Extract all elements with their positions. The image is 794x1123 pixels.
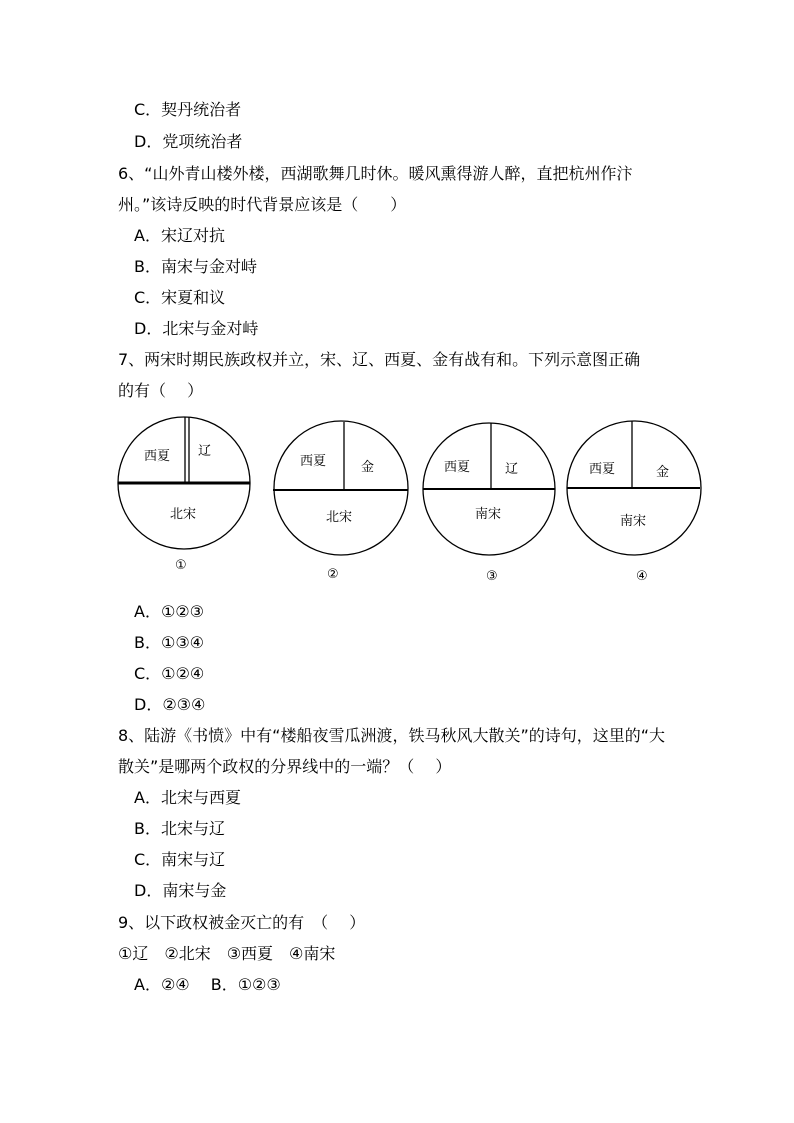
q6-stem-line2: 州。”该诗反映的时代背景应该是（ ） xyxy=(118,195,407,214)
q5-option-d: D．党项统治者 xyxy=(134,132,243,151)
q8-stem-line1: 8、陆游《书愤》中有“楼船夜雪瓜洲渡，铁马秋风大散关”的诗句，这里的“大 xyxy=(118,726,666,745)
diagram-1-top-right: 辽 xyxy=(198,444,212,459)
diagram-2-top-right: 金 xyxy=(361,460,375,475)
diagram-1-bottom: 北宋 xyxy=(170,507,197,522)
diagram-2-bottom: 北宋 xyxy=(326,510,353,525)
diagram-4-top-right: 金 xyxy=(656,465,670,480)
diagram-2-label: ② xyxy=(327,567,339,582)
q7-stem-line2: 的有（ ） xyxy=(118,381,204,400)
q5-option-c: C．契丹统治者 xyxy=(134,100,242,119)
q6-option-b: B．南宋与金对峙 xyxy=(134,257,257,276)
diagram-4-label: ④ xyxy=(636,569,648,584)
diagram-1 xyxy=(118,417,250,549)
q6-option-c: C．宋夏和议 xyxy=(134,288,226,307)
diagram-2-top-left: 西夏 xyxy=(300,454,327,469)
q9-stem: 9、以下政权被金灭亡的有 （ ） xyxy=(118,913,366,932)
diagram-3-top-right: 辽 xyxy=(505,462,519,477)
diagram-4-top-left: 西夏 xyxy=(589,462,616,477)
q8-stem-line2: 散关”是哪两个政权的分界线中的一端？（ ） xyxy=(118,757,452,776)
q9-items: ①辽 ②北宋 ③西夏 ④南宋 xyxy=(118,944,336,963)
diagram-3-label: ③ xyxy=(486,569,498,584)
q8-option-d: D．南宋与金 xyxy=(134,881,227,900)
diagram-4-bottom: 南宋 xyxy=(620,514,647,529)
diagram-1-label: ① xyxy=(175,558,187,573)
q7-option-d: D．②③④ xyxy=(134,695,206,714)
q8-option-b: B．北宋与辽 xyxy=(134,819,225,838)
q8-option-c: C．南宋与辽 xyxy=(134,850,226,869)
diagram-3 xyxy=(423,423,555,555)
q7-diagrams xyxy=(110,410,710,590)
q8-option-a: A．北宋与西夏 xyxy=(134,788,241,807)
diagram-4 xyxy=(567,421,701,555)
q7-stem-line1: 7、两宋时期民族政权并立，宋、辽、西夏、金有战有和。下列示意图正确 xyxy=(118,350,641,369)
q6-option-a: A．宋辽对抗 xyxy=(134,226,225,245)
diagram-1-top-left: 西夏 xyxy=(144,449,171,464)
q6-stem-line1: 6、“山外青山楼外楼，西湖歌舞几时休。暖风熏得游人醉，直把杭州作汴 xyxy=(118,164,633,183)
q7-option-b: B．①③④ xyxy=(134,633,205,652)
q7-option-c: C．①②④ xyxy=(134,664,205,683)
diagram-3-bottom: 南宋 xyxy=(475,507,502,522)
diagram-2 xyxy=(273,421,408,555)
q7-option-a: A．①②③ xyxy=(134,602,204,621)
q9-options-ab: A．②④ B．①②③ xyxy=(134,975,281,994)
diagram-3-top-left: 西夏 xyxy=(444,460,471,475)
q6-option-d: D．北宋与金对峙 xyxy=(134,319,259,338)
